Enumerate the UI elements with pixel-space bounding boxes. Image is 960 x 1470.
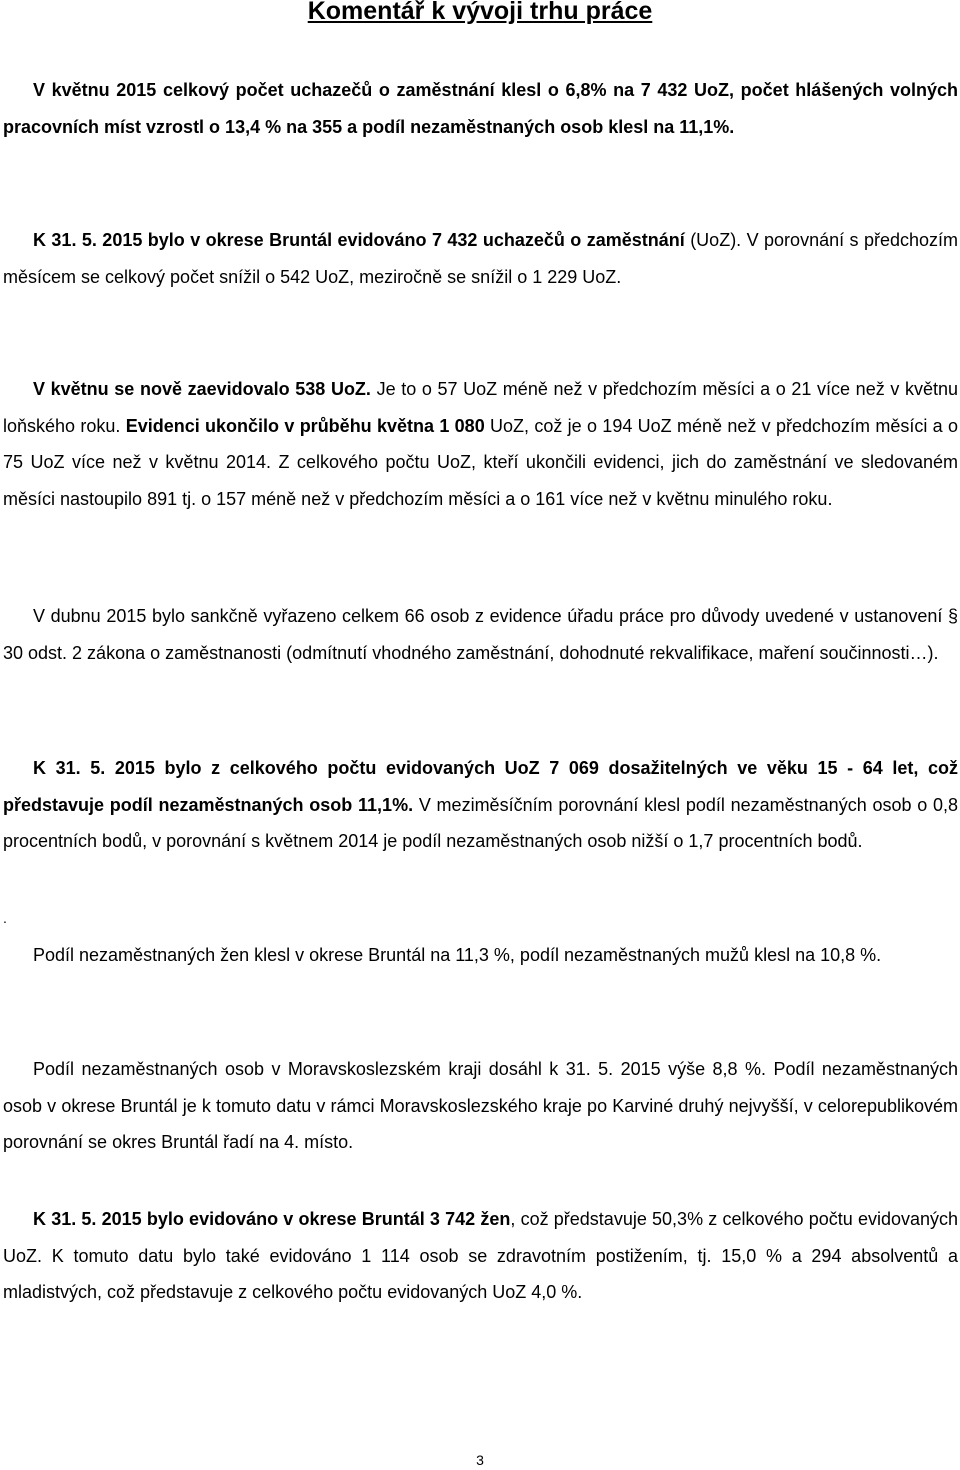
paragraph-regional-comparison [3,1051,958,1161]
women-and-groups-text: , což představuje 50,3% z celkového počtu evidovaných UoZ. K tomuto datu bylo také evidováno 1 114 osob se zdravotním postižením, tj. 15,0 % a 294 absolventů a mladistvých, což představuje z celkového počtu evidovaných UoZ 4,0 %. [3,1209,959,1302]
registered-text: (UoZ). V porovnání s předchozím měsícem se celkový počet snížil o 542 UoZ, meziročně se snížil o 1 229 UoZ. [3,230,958,287]
new-registrations-bold-text: V květnu se nově zaevidovalo 538 UoZ. [33,379,371,399]
paragraph-gender-share [3,937,958,974]
paragraph-summary [3,72,958,145]
paragraph-women-and-groups [3,1201,958,1311]
new-registrations-text: Je to o 57 UoZ méně než v předchozím měsíci a o 21 více než v květnu loňského roku. [3,379,959,436]
paragraph-registered-uoz [3,222,958,295]
ended-registrations-bold-text: Evidenci ukončilo v průběhu května 1 080 [125,415,485,436]
summary-bold-text: V květnu 2015 celkový počet uchazečů o zaměstnání klesl o 6,8% na 7 432 UoZ, počet hlášených volných pracovních míst vzrostl o 13,4 % na 355 a podíl nezaměstnaných osob klesl na 11,1%. [3,80,958,137]
paragraph-sanctions [3,598,958,671]
unemployment-share-bold-text: K 31. 5. 2015 bylo z celkového počtu evidovaných UoZ 7 069 dosažitelných ve věku 15 - 64 let, což představuje podíl nezaměstnaných osob 11,1%. [3,758,958,815]
registered-bold-text: K 31. 5. 2015 bylo v okrese Bruntál evidováno 7 432 uchazečů o zaměstnání [33,230,685,250]
paragraph-new-registrations [3,371,958,517]
page-number: 3 [476,1452,484,1468]
paragraph-unemployment-share [3,750,958,860]
unemployment-share-text: V meziměsíčním porovnání klesl podíl nezaměstnaných osob o 0,8 procentních bodů, v porovnání s květnem 2014 je podíl nezaměstnaných osob nižší o 1,7 procentních bodů. [3,794,958,851]
women-bold-text: K 31. 5. 2015 bylo evidováno v okrese Bruntál 3 742 žen [33,1209,511,1229]
stray-dot: . [3,910,7,926]
page-title: Komentář k vývoji trhu práce [307,0,653,25]
gender-share-text: Podíl nezaměstnaných žen klesl v okrese Bruntál na 11,3 %, podíl nezaměstnaných mužů klesl na 10,8 %. [33,945,882,965]
ended-registrations-text: UoZ, což je o 194 UoZ méně než v předchozím měsíci a o 75 UoZ více než v květnu 2014. Z celkového počtu UoZ, kteří ukončili evidenci, jich do zaměstnání ve sledovaném měsíci nastoupilo 891 tj. o 157 méně než v předchozím měsíci a o 161 více než v květnu minulého roku. [3,415,958,509]
regional-comparison-text: Podíl nezaměstnaných osob v Moravskoslezském kraji dosáhl k 31. 5. 2015 výše 8,8 %. Podíl nezaměstnaných osob v okrese Bruntál je k tomuto datu v rámci Moravskoslezského kraje po Karviné druhý nejvyšší, v celorepublikovém porovnání se okres Bruntál řadí na 4. místo. [3,1059,958,1152]
sanctions-text: V dubnu 2015 bylo sankčně vyřazeno celkem 66 osob z evidence úřadu práce pro důvody uvedené v ustanovení § 30 odst. 2 zákona o zaměstnanosti (odmítnutí vhodného zaměstnání, dohodnuté rekvalifikace, maření součinnosti…). [3,606,958,663]
